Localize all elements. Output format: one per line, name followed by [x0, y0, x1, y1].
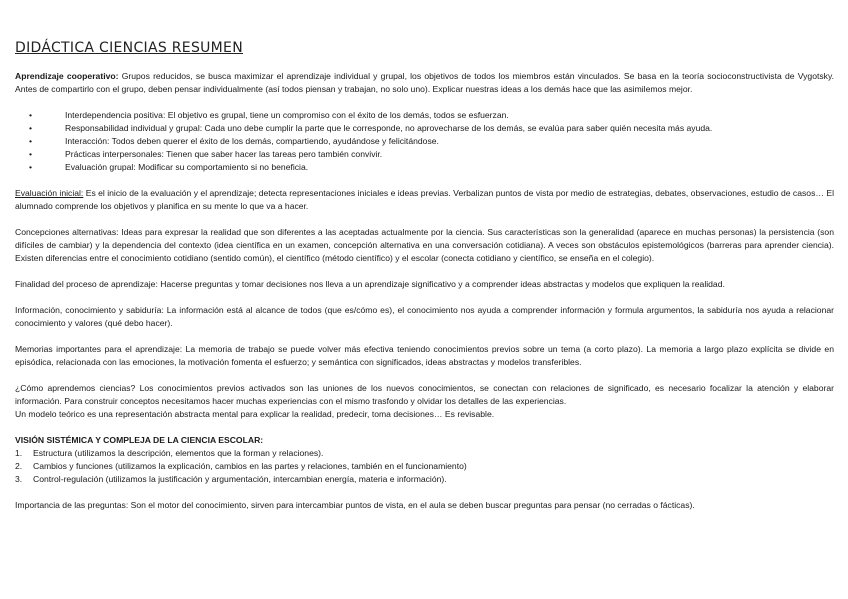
paragraph-como-aprendemos: ¿Cómo aprendemos ciencias? Los conocimientos previos activados son las uniones de los nuevos conocimientos, se conectan con relaciones de significado, es necesario focalizar la atención y elaborar información. Para construir conceptos necesitamos hacer muchas experiencias con el mismo trasfondo y olvidar los detalles de las experiencias. [15, 383, 834, 406]
bullet-icon: • [29, 110, 33, 120]
paragraph-memorias: Memorias importantes para el aprendizaje: La memoria de trabajo se puede volver más efectiva teniendo conocimientos previos sobre un tema (a corto plazo). La memoria a largo plazo explícita se divide en episódica, relacionada con las emociones, la motivación fomenta el esfuerzo; y semántica con significados, ideas abstractas y modelos transferibles. [15, 344, 834, 367]
bullet-item [29, 122, 834, 135]
paragraph-aprendizaje-cooperativo [15, 70, 834, 96]
bullet-item [29, 148, 834, 161]
text-evaluacion-inicial: Es el inicio de la evaluación y el aprendizaje; detecta representaciones iniciales e ideas previas. Verbalizan puntos de vista por medio de estrategias, debates, observaciones, estudio de casos… El alumnado comprende los objetivos y planifica en su mente lo que va a hacer. [15, 188, 835, 211]
item-text: Cambios y funciones (utilizamos la explicación, cambios en las partes y relaciones, también en el funcionamiento) [33, 461, 467, 471]
text-aprendizaje-cooperativo: Grupos reducidos, se busca maximizar el aprendizaje individual y grupal, los objetivos de todos los miembros están vinculados. Se basa en la teoría socioconstructivista de Vygotsky. Antes de compartirlo con el grupo, deben pensar individualmente (así todos piensan y trabajan, no solo uno). Explicar nuestras ideas a los demás hace que las asimilemos mejor. [15, 71, 835, 94]
bullet-text: Interacción: Todos deben querer el éxito de los demás, compartiendo, ayudándose y felicitándose. [65, 136, 439, 146]
bullet-icon: • [29, 136, 33, 146]
numbered-item [15, 473, 834, 486]
bullet-icon: • [29, 162, 33, 172]
item-number: 3. [15, 474, 23, 484]
item-text: Estructura (utilizamos la descripción, elementos que la forman y relaciones). [33, 448, 324, 458]
numbered-item [15, 447, 834, 460]
paragraph-modelo-teorico: Un modelo teórico es una representación abstracta mental para explicar la realidad, predecir, toma decisiones… Es revisable. [15, 409, 495, 419]
bullet-text: Prácticas interpersonales: Tienen que saber hacer las tareas pero también convivir. [65, 149, 383, 159]
bullet-icon: • [29, 123, 33, 133]
item-number: 2. [15, 461, 23, 471]
paragraph-informacion: Información, conocimiento y sabiduría: La información está al alcance de todos (que es/cómo es), el conocimiento nos ayuda a comprender información y formula argumentos, la sabiduría nos ayuda a relacionar conocimiento y valores (qué debo hacer). [15, 305, 834, 328]
paragraph-concepciones-alternativas: Concepciones alternativas: Ideas para expresar la realidad que son diferentes a las aceptadas actualmente por la ciencia. Sus características son la generalidad (aparece en muchas personas) la persistencia (son difíciles de cambiar) y la dependencia del contexto (idea científica en un examen, concepción alternativa en una conversación cotidiana). A veces son obstáculos epistemológicos (barreras para aprender ciencia). Existen diferencias entre el conocimiento cotidiano (sentido común), el científico (método científico) y el escolar (conecta cotidiano y científico, se enseña en el colegio). [15, 227, 834, 263]
paragraph-importancia-preguntas: Importancia de las preguntas: Son el motor del conocimiento, sirven para intercambiar puntos de vista, en el aula se deben buscar preguntas para pensar (no cerradas o fácticas). [15, 500, 695, 510]
bullet-text: Interdependencia positiva: El objetivo es grupal, tiene un compromiso con el éxito de los demás, todos se esfuerzan. [65, 110, 509, 120]
item-text: Control-regulación (utilizamos la justificación y argumentación, intercambian energía, materia e información). [33, 474, 447, 484]
vision-numbered-list [15, 447, 834, 486]
bullet-item [29, 135, 834, 148]
paragraph-finalidad: Finalidad del proceso de aprendizaje: Hacerse preguntas y tomar decisiones nos lleva a un aprendizaje significativo y a comprender ideas abstractas y modelos que expliquen la realidad. [15, 279, 725, 289]
paragraph-evaluacion-inicial [15, 187, 834, 213]
bullet-text: Responsabilidad individual y grupal: Cada uno debe cumplir la parte que le corresponde, no aprovecharse de los demás, se evalúa para saber quién necesita más ayuda. [65, 123, 713, 133]
numbered-item [15, 460, 834, 473]
bullet-icon: • [29, 149, 33, 159]
term-evaluacion-inicial: Evaluación inicial: [15, 188, 84, 198]
term-aprendizaje-cooperativo: Aprendizaje cooperativo: [15, 71, 119, 81]
bullet-item [29, 109, 834, 122]
bullet-text: Evaluación grupal: Modificar su comportamiento si no beneficia. [65, 162, 309, 172]
bullet-item [29, 161, 834, 174]
heading-vision-sistemica: VISIÓN SISTÉMICA Y COMPLEJA DE LA CIENCIA ESCOLAR: [15, 435, 264, 445]
item-number: 1. [15, 448, 23, 458]
document-title: DIDÁCTICA CIENCIAS RESUMEN [15, 40, 243, 56]
cooperativo-bullet-list [15, 109, 834, 174]
